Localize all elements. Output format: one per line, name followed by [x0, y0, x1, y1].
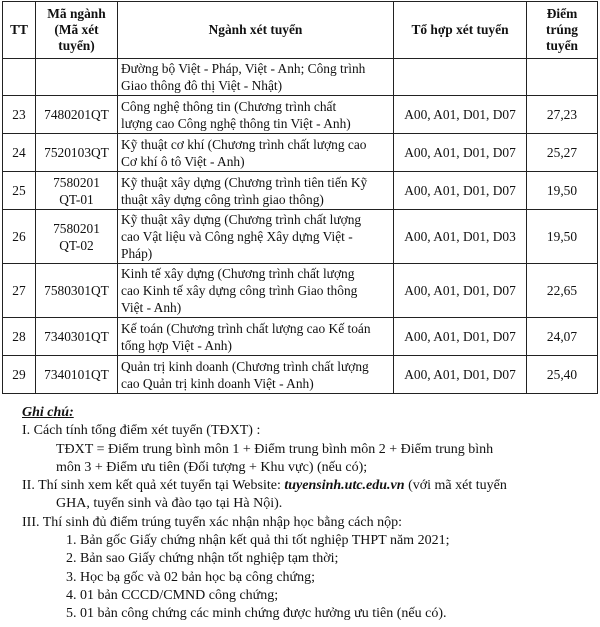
table-row	[3, 172, 598, 210]
note-iii-heading: III. Thí sinh đủ điểm trúng tuyển xác nhận nhập học bằng cách nộp:	[22, 514, 402, 530]
cell-tt: 25	[3, 172, 36, 210]
major-line: tổng hợp Việt - Anh)	[121, 337, 232, 353]
major-line: Kỹ thuật cơ khí (Chương trình chất lượng cao	[121, 136, 367, 152]
note-iii-item: 3. Học bạ gốc và 02 bản học bạ công chứng;	[66, 569, 316, 585]
cell-tt	[3, 59, 36, 96]
cell-code: 7340101QT	[36, 356, 118, 394]
major-line: Kế toán (Chương trình chất lượng cao Kế toán	[121, 320, 371, 336]
header-score-line: Điểm	[546, 6, 578, 21]
cell-code: 7580301QT	[36, 264, 118, 318]
table-row	[3, 96, 598, 134]
cell-combo: A00, A01, D01, D07	[394, 96, 527, 134]
website-link[interactable]: tuyensinh.utc.edu.vn	[284, 478, 405, 494]
cell-combo: A00, A01, D01, D03	[394, 210, 527, 264]
header-score	[527, 2, 598, 59]
code-line: QT-01	[59, 191, 94, 207]
cell-combo: A00, A01, D01, D07	[394, 356, 527, 394]
major-line: Kỹ thuật xây dựng (Chương trình tiên tiến Kỹ	[121, 174, 368, 190]
note-iii-item: 5. 01 bản công chứng các minh chứng được hưởng ưu tiên (nếu có).	[66, 606, 447, 622]
note-iii-item: 4. 01 bản CCCD/CMND công chứng;	[66, 587, 279, 603]
header-combo: Tổ hợp xét tuyển	[394, 2, 527, 59]
admission-scores-table	[2, 1, 598, 394]
table-row	[3, 356, 598, 394]
table-row	[3, 318, 598, 356]
cell-tt: 24	[3, 134, 36, 172]
cell-code	[36, 59, 118, 96]
note-ii-heading	[22, 477, 592, 495]
cell-major	[118, 134, 394, 172]
cell-combo: A00, A01, D01, D07	[394, 264, 527, 318]
major-line: cao Kinh tế xây dựng công trình Giao thông	[121, 283, 358, 298]
note-i-formula: môn 3 + Điểm ưu tiên (Đối tượng + Khu vực) (nếu có);	[56, 459, 368, 475]
table-row	[3, 264, 598, 318]
notes-title: Ghi chú:	[22, 405, 74, 420]
note-ii-line: GHA, tuyển sinh và đào tạo tại Hà Nội).	[56, 496, 283, 512]
note-i-formula: TĐXT = Điểm trung bình môn 1 + Điểm trung bình môn 2 + Điểm trung bình	[56, 441, 494, 457]
major-line: Đường bộ Việt - Pháp, Việt - Anh; Công trình	[121, 61, 366, 76]
note-ii-text: (với mã xét tuyển	[404, 478, 507, 494]
major-line: Kinh tế xây dựng (Chương trình chất lượng	[121, 266, 355, 281]
cell-code	[36, 210, 118, 264]
header-code-line: Mã ngành	[47, 6, 106, 21]
cell-code: 7520103QT	[36, 134, 118, 172]
major-line: Giao thông đô thị Việt - Nhật)	[121, 78, 283, 93]
cell-major	[118, 318, 394, 356]
cell-major	[118, 96, 394, 134]
header-code	[36, 2, 118, 59]
cell-code: 7340301QT	[36, 318, 118, 356]
cell-major	[118, 210, 394, 264]
cell-combo: A00, A01, D01, D07	[394, 172, 527, 210]
major-line: Kỹ thuật xây dựng (Chương trình chất lượng	[121, 212, 362, 227]
major-line: Cơ khí ô tô Việt - Anh)	[121, 153, 245, 169]
major-line: Công nghệ thông tin (Chương trình chất	[121, 98, 337, 114]
major-line: Việt - Anh)	[121, 300, 182, 315]
cell-major	[118, 59, 394, 96]
cell-major	[118, 172, 394, 210]
header-tt: TT	[3, 2, 36, 59]
table-row	[3, 134, 598, 172]
cell-tt: 27	[3, 264, 36, 318]
cell-tt: 29	[3, 356, 36, 394]
major-line: Pháp)	[121, 246, 153, 261]
note-iii-item: 2. Bản sao Giấy chứng nhận tốt nghiệp tạm thời;	[66, 551, 339, 567]
cell-score: 25,27	[527, 134, 598, 172]
cell-combo	[394, 59, 527, 96]
notes-section	[22, 404, 592, 624]
cell-tt: 26	[3, 210, 36, 264]
cell-tt: 28	[3, 318, 36, 356]
major-line: cao Quản trị kinh doanh Việt - Anh)	[121, 375, 314, 391]
code-line: 7580201	[53, 220, 100, 236]
table-row-continued	[3, 59, 598, 96]
major-line: Quản trị kinh doanh (Chương trình chất lượng	[121, 358, 369, 374]
header-major: Ngành xét tuyển	[118, 2, 394, 59]
cell-combo: A00, A01, D01, D07	[394, 134, 527, 172]
cell-combo: A00, A01, D01, D07	[394, 318, 527, 356]
major-line: thuật xây dựng công trình giao thông)	[121, 191, 324, 207]
cell-score: 25,40	[527, 356, 598, 394]
header-code-line: tuyển)	[58, 38, 95, 53]
note-ii-text: II. Thí sinh xem kết quả xét tuyển tại Website:	[22, 478, 285, 494]
cell-score: 27,23	[527, 96, 598, 134]
cell-score: 24,07	[527, 318, 598, 356]
header-score-line: tuyển	[546, 38, 578, 53]
cell-score	[527, 59, 598, 96]
note-i-heading: I. Cách tính tổng điểm xét tuyển (TĐXT) :	[22, 423, 261, 439]
cell-code	[36, 172, 118, 210]
cell-code: 7480201QT	[36, 96, 118, 134]
cell-score: 22,65	[527, 264, 598, 318]
major-line: lượng cao Công nghệ thông tin Việt - Anh)	[121, 115, 351, 131]
header-code-line: (Mã xét	[54, 22, 99, 37]
cell-major	[118, 356, 394, 394]
cell-score: 19,50	[527, 172, 598, 210]
code-line: 7580201	[53, 174, 100, 190]
table-header-row	[3, 2, 598, 59]
cell-tt: 23	[3, 96, 36, 134]
header-score-line: trúng	[546, 22, 578, 37]
code-line: QT-02	[59, 237, 94, 253]
cell-major	[118, 264, 394, 318]
cell-score: 19,50	[527, 210, 598, 264]
note-iii-item: 1. Bản gốc Giấy chứng nhận kết quả thi tốt nghiệp THPT năm 2021;	[66, 533, 450, 549]
major-line: cao Vật liệu và Công nghệ Xây dựng Việt -	[121, 229, 353, 244]
table-row	[3, 210, 598, 264]
